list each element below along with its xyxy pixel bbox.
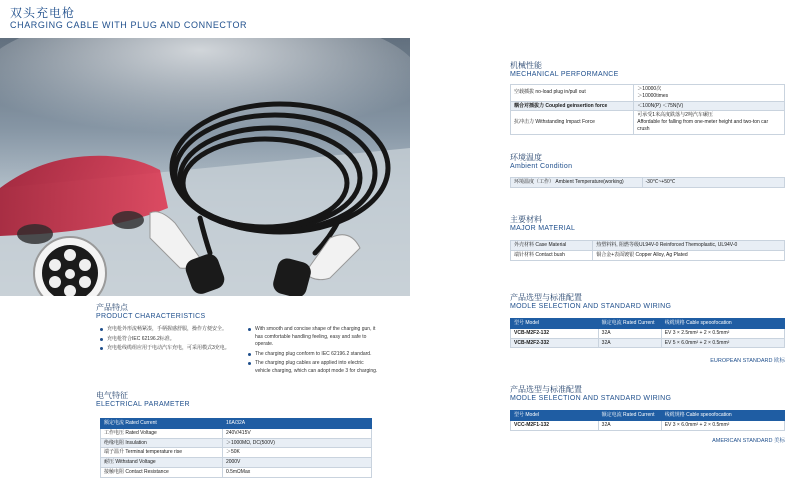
- model-selection-eu-title-en: MODLE SELECTION AND STANDARD WIRING: [510, 303, 672, 310]
- major-material-title-cn: 主要材料: [510, 215, 542, 224]
- ambient-condition-section: [510, 152, 790, 170]
- mechanical-performance-title-en: MECHANICAL PERFORMANCE: [510, 71, 619, 78]
- model-selection-eu-title-cn: 产品选型与标准配置: [510, 293, 582, 302]
- table-row: 环境温度（工作） Ambient Temperature(working) -30℃~+50℃: [511, 178, 785, 188]
- table-row: 端子温升 Terminal temperature rise ＞50K: [101, 448, 372, 458]
- electrical-parameter-table: [100, 418, 372, 478]
- model-selection-us-title-en: MODLE SELECTION AND STANDARD WIRING: [510, 395, 672, 402]
- european-standard-note: EUROPEAN STANDARD 欧标: [710, 358, 785, 364]
- characteristics-en-list: [248, 326, 378, 375]
- list-item: 充电枪线缆组应用于电动汽车充电，可采用模式3充电。: [100, 345, 240, 353]
- characteristics-cn-list: [100, 326, 240, 353]
- list-item: The charging plug conform to IEC 62196.2 standard.: [248, 351, 378, 359]
- table-row: 外壳材料 Case Material 热塑料料, 阻燃等级UL94V-0 Reinforced Themoplastic, UL94V-0: [511, 241, 785, 251]
- model-selection-us-section: [510, 384, 790, 402]
- table-row: 绝缘电阻 Insulation ＞1000MΩ, DC(500V): [101, 438, 372, 448]
- page-title-cn: 双头充电枪: [10, 6, 76, 20]
- model-selection-us-table: [510, 410, 785, 431]
- table-row: VCB-M2F2-132 32A EV 3 × 2.5mm² + 2 × 0.5mm²: [511, 328, 785, 338]
- ambient-condition-table: [510, 177, 785, 188]
- electrical-parameter-title-en: ELECTRICAL PARAMETER: [96, 401, 190, 408]
- table-row: 工作电压 Rated Voltage 240V/415V: [101, 428, 372, 438]
- electrical-parameter-title-cn: 电气特征: [96, 391, 128, 400]
- table-row: 空载插拔 no-load plug in/pull out ＞10000次 ＞10000times: [511, 85, 785, 102]
- table-row: 耐压 Withstand Voltage 2000V: [101, 458, 372, 468]
- bullet-icon: [100, 328, 103, 331]
- american-standard-note: AMERICAN STANDARD 美标: [712, 438, 785, 444]
- major-material-section: [510, 214, 790, 232]
- table-row: 接触电阻 Contact Resistance 0.5mΩMax: [101, 467, 372, 477]
- page-title-en: CHARGING CABLE WITH PLUG AND CONNECTOR: [10, 20, 248, 30]
- table-row: VCB-M2F2-332 32A EV 5 × 6.0mm² + 2 × 0.5mm²: [511, 338, 785, 348]
- electrical-parameter-section: [96, 390, 376, 408]
- table-header-row: 型号 Model 额定电流 Rated Current 线缆规格 Cable speoofocation: [511, 411, 785, 421]
- bullet-icon: [248, 362, 251, 365]
- list-item: 充电枪外形流畅紧凑，手柄握感舒服，操作方便安全。: [100, 326, 240, 334]
- table-header-row: 型号 Model 额定电流 Rated Current 线缆规格 Cable speoofocation: [511, 319, 785, 329]
- product-characteristics-title-cn: 产品特点: [96, 303, 128, 312]
- bullet-icon: [248, 328, 251, 331]
- bullet-icon: [248, 353, 251, 356]
- product-characteristics-title-en: PRODUCT CHARACTERISTICS: [96, 313, 206, 320]
- table-row: 耦合对插拔力 Coupled geinsertion force ＜100N(P) ＜75N(V): [511, 101, 785, 111]
- model-selection-us-title-cn: 产品选型与标准配置: [510, 385, 582, 394]
- hero-product-photo: [0, 38, 410, 296]
- table-row: 端针材料 Contact bush 铜合金+表面镀银 Copper Alloy, Ag Plated: [511, 250, 785, 260]
- table-row: 抗冲击力 Withstanding Impact Force 可承受1米高度跌落与2吨汽车碾压 Affordable for falling from one-meter height and two-ton car crush: [511, 111, 785, 134]
- list-item: The charging plug cables are applied into electric vehicle charging, which can adopt mode 3 for charging.: [248, 360, 378, 375]
- list-item: With smooth and concise shape of the charging gun, it has comfortable handling feeling, easy and safe to operate.: [248, 326, 378, 349]
- mechanical-performance-title-cn: 机械性能: [510, 61, 542, 70]
- bullet-icon: [100, 347, 103, 350]
- bullet-icon: [100, 338, 103, 341]
- table-row: VCC-M2F1-132 32A EV 3 × 6.0mm² + 2 × 0.5mm²: [511, 420, 785, 430]
- product-characteristics-section: [96, 302, 396, 320]
- major-material-title-en: MAJOR MATERIAL: [510, 225, 576, 232]
- major-material-table: [510, 240, 785, 261]
- mechanical-performance-section: [510, 60, 790, 78]
- model-selection-eu-table: [510, 318, 785, 348]
- product-illustration: [0, 38, 410, 296]
- list-item: 充电枪符合IEC 62196.2标准。: [100, 336, 240, 344]
- table-row: 额定电流 Rated Current 16A/32A: [101, 419, 372, 429]
- ambient-condition-title-cn: 环境温度: [510, 153, 542, 162]
- model-selection-eu-section: [510, 292, 790, 310]
- mechanical-performance-table: [510, 84, 785, 135]
- ambient-condition-title-en: Ambient Condition: [510, 163, 573, 170]
